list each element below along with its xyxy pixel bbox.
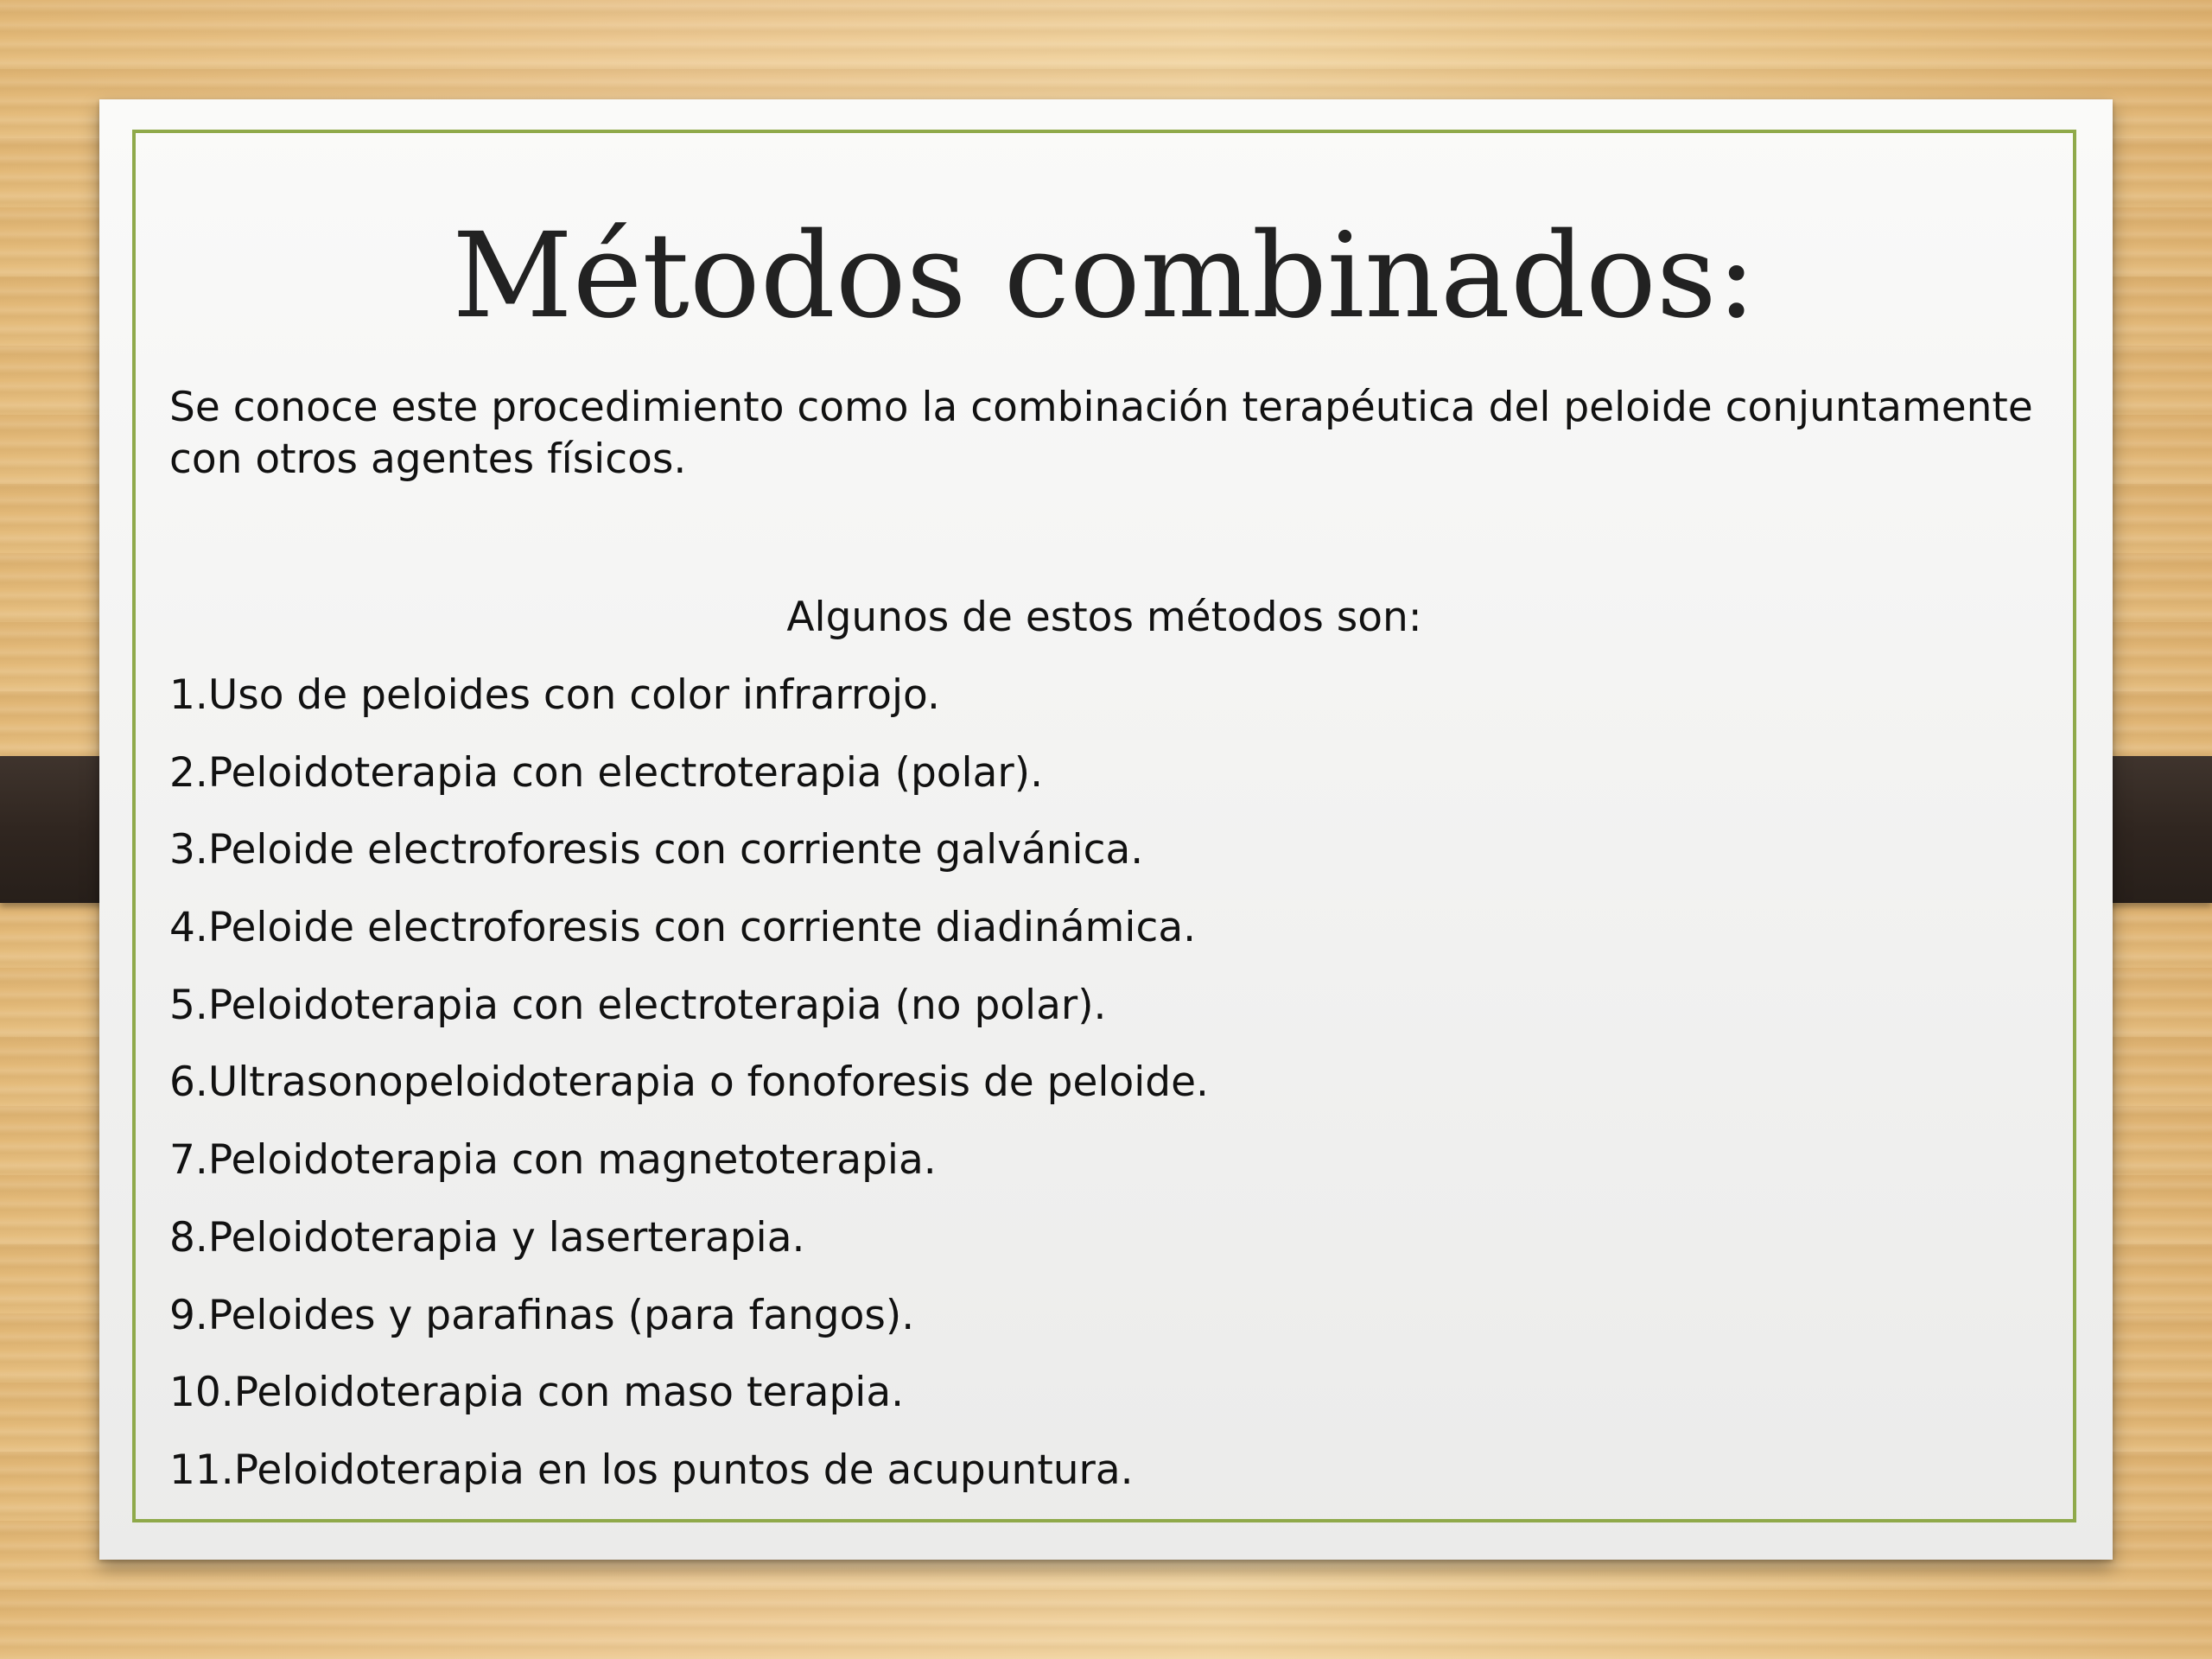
intro-paragraph: Se conoce este procedimiento como la combinación terapéutica del peloide conjuntamente con otros agentes físicos. <box>169 384 2033 483</box>
methods-list <box>169 667 1209 1520</box>
list-item: 7.Peloidoterapia con magnetoterapia. <box>169 1136 937 1185</box>
list-item: 11.Peloidoterapia en los puntos de acupuntura. <box>169 1446 1134 1494</box>
methods-subheading: Algunos de estos métodos son: <box>786 594 1422 641</box>
list-item: 9.Peloides y parafinas (para fangos). <box>169 1291 915 1339</box>
slide-title: Métodos combinados: <box>452 208 1757 345</box>
list-item: 3.Peloide electroforesis con corriente galvánica. <box>169 826 1144 874</box>
list-item: 10.Peloidoterapia con maso terapia. <box>169 1369 905 1417</box>
list-item: 4.Peloide electroforesis con corriente diadinámica. <box>169 904 1197 952</box>
list-item: 5.Peloidoterapia con electroterapia (no polar). <box>169 981 1107 1029</box>
list-item: 6.Ultrasonopeloidoterapia o fonoforesis de peloide. <box>169 1058 1209 1107</box>
list-item: 1.Uso de peloides con color infrarrojo. <box>169 671 940 719</box>
list-item: 2.Peloidoterapia con electroterapia (polar). <box>169 748 1044 797</box>
list-item: 8.Peloidoterapia y laserterapia. <box>169 1213 805 1262</box>
